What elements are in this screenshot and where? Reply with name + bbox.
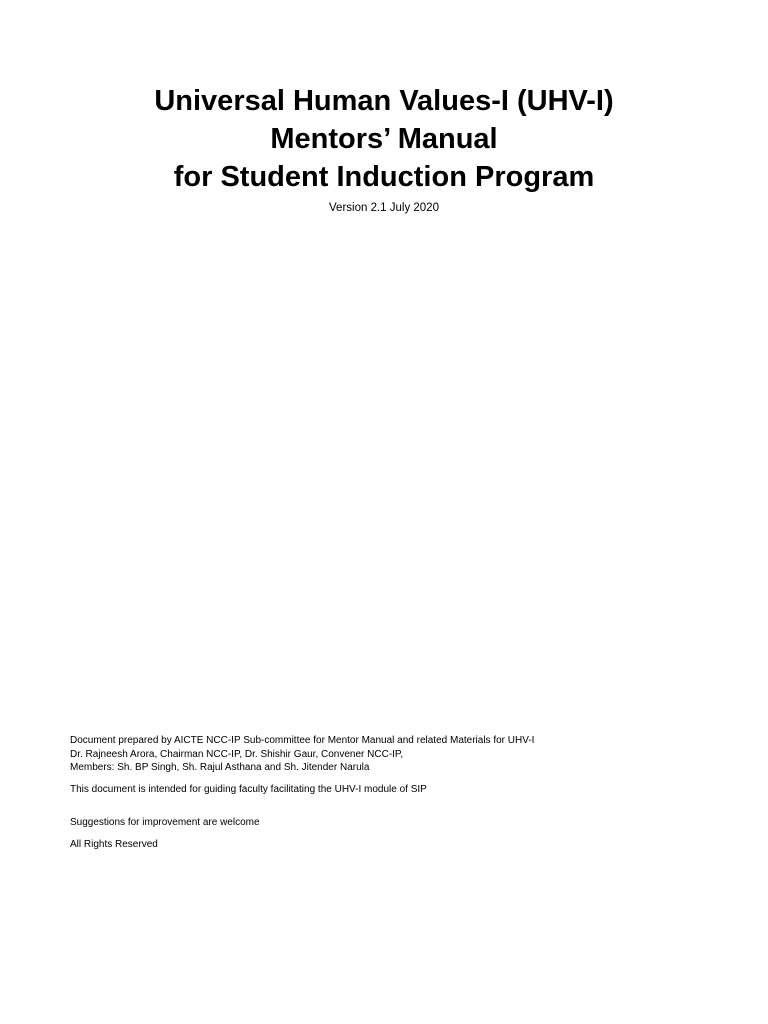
title-line-1: Universal Human Values-I (UHV-I) [154,85,614,117]
chair-text: Dr. Rajneesh Arora, Chairman NCC-IP, Dr. Shishir Gaur, Convener NCC-IP, [70,748,404,760]
suggestions-text: Suggestions for improvement are welcome [70,817,260,828]
document-title [0,82,768,196]
title-line-3: for Student Induction Program [173,161,595,193]
title-line-2: Mentors’ Manual [270,123,498,155]
rights-text: All Rights Reserved [70,838,158,850]
credits-section [70,734,710,851]
members-text: Members: Sh. BP Singh, Sh. Rajul Asthana and Sh. Jitender Narula [70,762,370,773]
version-text: Version 2.1 July 2020 [329,202,439,214]
prepared-by-text: Document prepared by AICTE NCC-IP Sub-committee for Mentor Manual and related Materials for UHV-I [70,735,535,746]
intent-text: This document is intended for guiding faculty facilitating the UHV-I module of SIP [70,783,427,795]
